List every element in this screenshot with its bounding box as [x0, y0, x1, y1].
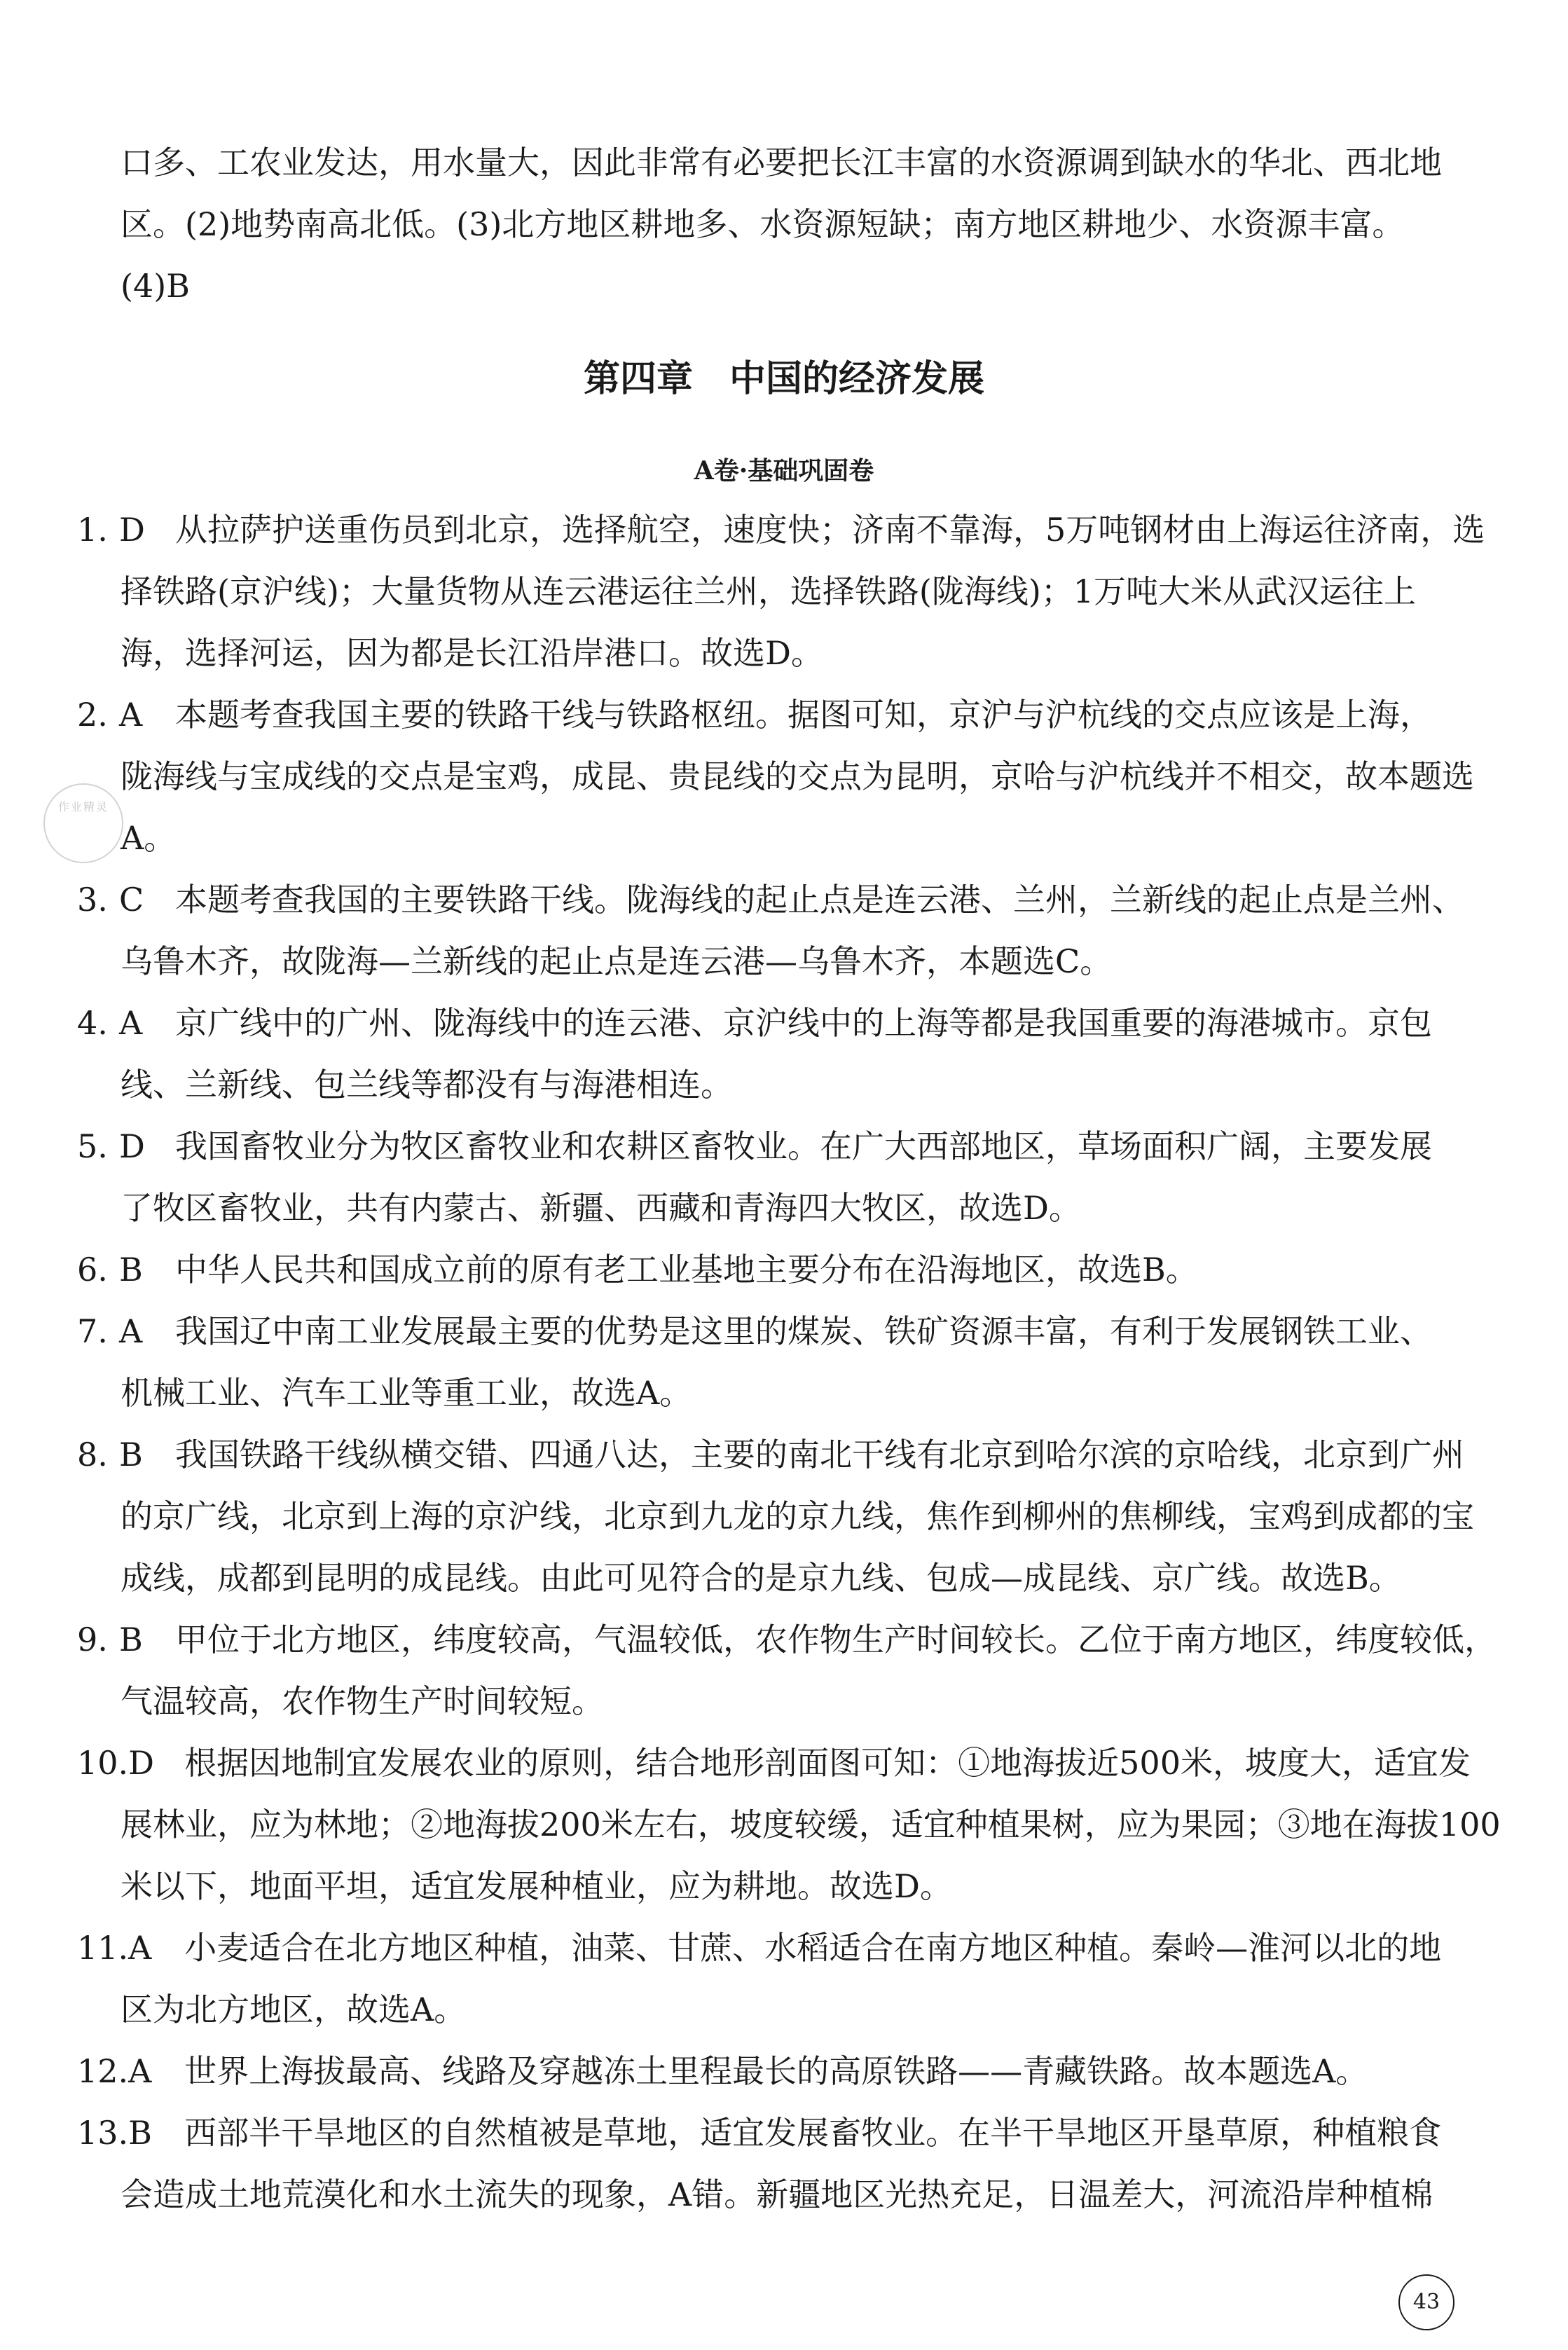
- question-number: 6.: [77, 1251, 108, 1289]
- answer-line: [77, 1115, 1485, 1177]
- intro-line: (4)B: [121, 267, 190, 305]
- answer-letter: A: [119, 1004, 143, 1042]
- explanation-text: 甲位于北方地区，纬度较高，气温较低，农作物生产时间较长。乙位于南方地区，纬度较低，: [175, 1621, 1497, 1658]
- answer-line: A。: [121, 819, 177, 857]
- explanation-text: 京广线中的广州、陇海线中的连云港、京沪线中的上海等都是我国重要的海港城市。京包: [175, 1004, 1432, 1042]
- explanation-text: 我国畜牧业分为牧区畜牧业和农耕区畜牧业。在广大西部地区，草场面积广阔，主要发展: [175, 1127, 1432, 1165]
- answer-line: [77, 2102, 1485, 2164]
- explanation-text: 世界上海拔最高、线路及穿越冻土里程最长的高原铁路——青藏铁路。故本题选A。: [184, 2052, 1368, 2090]
- intro-paragraph: [77, 132, 1485, 317]
- answer-item: [77, 684, 1485, 869]
- question-number: 1.: [77, 511, 108, 549]
- answer-letter: C: [119, 881, 144, 919]
- answer-letter: B: [119, 1621, 143, 1658]
- answer-letter: D: [128, 1744, 155, 1782]
- answer-line: [77, 2040, 1485, 2102]
- question-number: 11.: [77, 1929, 129, 1967]
- answer-letter: A: [128, 1929, 152, 1967]
- answer-item: [77, 1239, 1485, 1300]
- answer-line: 成线，成都到昆明的成昆线。由此可见符合的是京九线、包成—成昆线、京广线。故选B。: [121, 1559, 1401, 1597]
- answer-item: [77, 1609, 1497, 1732]
- answer-item: [77, 499, 1485, 684]
- explanation-text: 中华人民共和国成立前的原有老工业基地主要分布在沿海地区，故选B。: [175, 1251, 1198, 1289]
- explanation-text: 从拉萨护送重伤员到北京，选择航空，速度快；济南不靠海，5万吨钢材由上海运往济南，选: [175, 511, 1485, 549]
- answer-line: [77, 1917, 1485, 1979]
- answer-line: 会造成土地荒漠化和水土流失的现象，A错。新疆地区光热充足，日温差大，河流沿岸种植棉: [121, 2176, 1433, 2213]
- question-number: 7.: [77, 1312, 108, 1350]
- answer-letter: A: [128, 2052, 152, 2090]
- answer-line: 线、兰新线、包兰线等都没有与海港相连。: [121, 1066, 733, 1104]
- answer-line: 择铁路(京沪线)；大量货物从连云港运往兰州，选择铁路(陇海线)；1万吨大米从武汉运往上: [121, 572, 1417, 610]
- answer-item: [77, 869, 1485, 992]
- answer-item: [77, 992, 1485, 1115]
- answer-letter: D: [119, 1127, 145, 1165]
- question-number: 9.: [77, 1621, 108, 1658]
- answer-item: [77, 1300, 1485, 1424]
- answer-list: [77, 499, 1501, 2225]
- answer-line: 陇海线与宝成线的交点是宝鸡，成昆、贵昆线的交点为昆明，京哈与沪杭线并不相交，故本题选: [121, 757, 1474, 795]
- explanation-text: 根据因地制宜发展农业的原则，结合地形剖面图可知：①地海拔近500米，坡度大，适宜发: [184, 1744, 1471, 1782]
- answer-letter: A: [119, 696, 143, 734]
- answer-item: [77, 1115, 1485, 1239]
- explanation-text: 西部半干旱地区的自然植被是草地，适宜发展畜牧业。在半干旱地区开垦草原，种植粮食: [184, 2114, 1442, 2152]
- answer-item: [77, 2102, 1485, 2225]
- answer-line: 乌鲁木齐，故陇海—兰新线的起止点是连云港—乌鲁木齐，本题选C。: [121, 942, 1113, 980]
- chapter-number: 第四章: [583, 357, 693, 400]
- page-number: 43: [1398, 2274, 1454, 2330]
- chapter-title: 中国的经济发展: [729, 357, 985, 400]
- answer-line: [77, 499, 1485, 561]
- intro-line: 口多、工农业发达，用水量大，因此非常有必要把长江丰富的水资源调到缺水的华北、西北地: [121, 144, 1442, 181]
- question-number: 12.: [77, 2052, 129, 2090]
- answer-letter: B: [119, 1436, 143, 1473]
- answer-line: 展林业，应为林地；②地海拔200米左右，坡度较缓，适宜种植果树，应为果园；③地在海拔100: [121, 1806, 1501, 1843]
- answer-line: 的京广线，北京到上海的京沪线，北京到九龙的京九线，焦作到柳州的焦柳线，宝鸡到成都的宝: [121, 1497, 1474, 1535]
- answer-item: [77, 1917, 1485, 2040]
- stamp-text: 作业精灵: [57, 800, 109, 813]
- answer-line: [77, 869, 1485, 930]
- answer-line: [77, 684, 1485, 745]
- answer-line: [77, 1609, 1497, 1670]
- answer-item: [77, 1424, 1485, 1609]
- question-number: 3.: [77, 881, 108, 919]
- question-number: 2.: [77, 696, 108, 734]
- question-number: 5.: [77, 1127, 108, 1165]
- answer-letter: B: [119, 1251, 143, 1289]
- question-number: 13.: [77, 2114, 129, 2152]
- explanation-text: 小麦适合在北方地区种植，油菜、甘蔗、水稻适合在南方地区种植。秦岭—淮河以北的地: [184, 1929, 1442, 1967]
- answer-item: [77, 1732, 1501, 1917]
- answer-line: 机械工业、汽车工业等重工业，故选A。: [121, 1374, 692, 1412]
- explanation-text: 我国辽中南工业发展最主要的优势是这里的煤炭、铁矿资源丰富，有利于发展钢铁工业、: [175, 1312, 1432, 1350]
- question-number: 4.: [77, 1004, 108, 1042]
- chapter-heading: [0, 349, 1568, 401]
- answer-letter: D: [119, 511, 145, 549]
- answer-line: 了牧区畜牧业，共有内蒙古、新疆、西藏和青海四大牧区，故选D。: [121, 1189, 1081, 1227]
- intro-line: 区。(2)地势南高北低。(3)北方地区耕地多、水资源短缺；南方地区耕地少、水资源丰富。: [121, 205, 1405, 243]
- answer-line: 气温较高，农作物生产时间较短。: [121, 1682, 604, 1720]
- explanation-text: 本题考查我国主要的铁路干线与铁路枢纽。据图可知，京沪与沪杭线的交点应该是上海，: [175, 696, 1432, 734]
- answer-letter: B: [128, 2114, 152, 2152]
- answer-line: 海，选择河运，因为都是长江沿岸港口。故选D。: [121, 634, 823, 672]
- answer-line: [77, 1239, 1485, 1300]
- explanation-text: 我国铁路干线纵横交错、四通八达，主要的南北干线有北京到哈尔滨的京哈线，北京到广州: [175, 1436, 1464, 1473]
- answer-letter: A: [119, 1312, 143, 1350]
- answer-line: [77, 1424, 1485, 1485]
- answer-line: 区为北方地区，故选A。: [121, 1991, 467, 2028]
- explanation-text: 本题考查我国的主要铁路干线。陇海线的起止点是连云港、兰州，兰新线的起止点是兰州、: [175, 881, 1464, 919]
- question-number: 10.: [77, 1744, 129, 1782]
- answer-line: [77, 1300, 1485, 1362]
- question-number: 8.: [77, 1436, 108, 1473]
- section-heading: A卷·基础巩固卷: [694, 456, 874, 486]
- answer-item: [77, 2040, 1485, 2102]
- answer-line: [77, 1732, 1485, 1794]
- answer-line: [77, 992, 1485, 1054]
- answer-line: 米以下，地面平坦，适宜发展种植业，应为耕地。故选D。: [121, 1867, 952, 1905]
